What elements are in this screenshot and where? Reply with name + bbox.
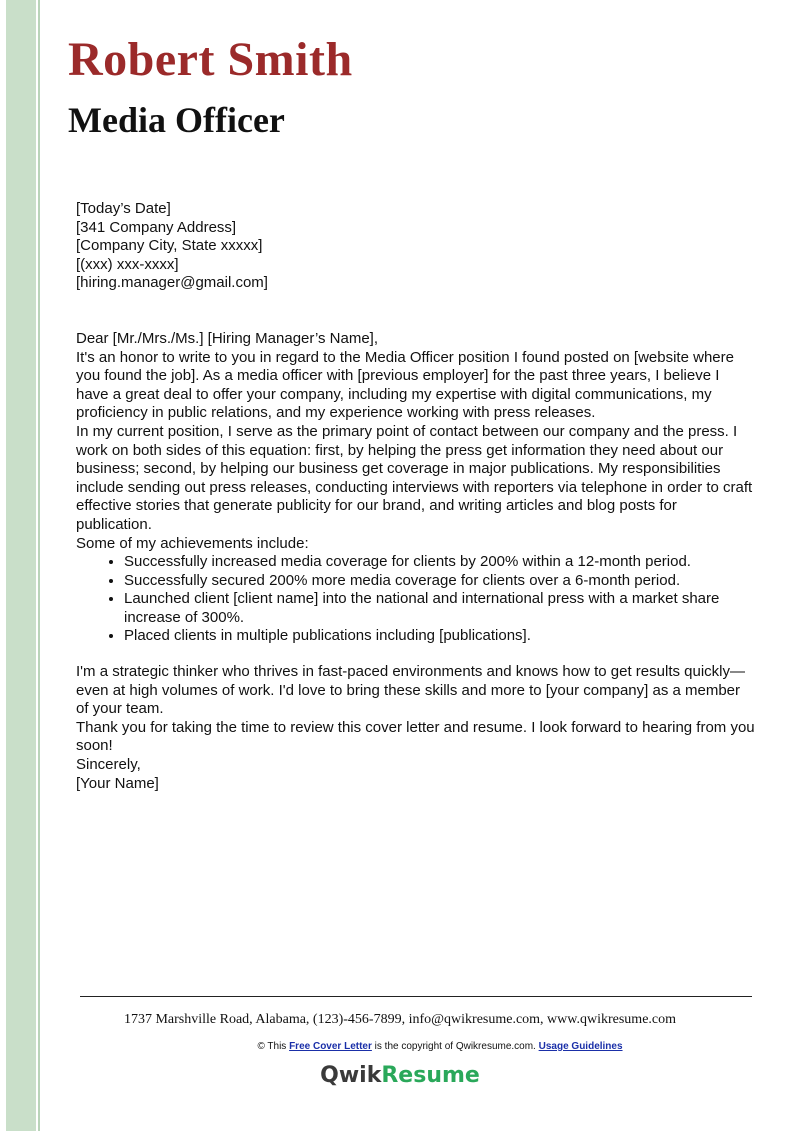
side-stripe-band [6,0,36,1131]
letter-body [76,200,756,793]
paragraph-strategic: I'm a strategic thinker who thrives in fast-paced environments and knows how to get results quickly—even at high volumes of work. I'd love to bring these skills and more to [your company] as a member of your team. [76,663,746,718]
logo-qwik: Qwik [320,1063,382,1088]
free-cover-letter-link[interactable]: Free Cover Letter [289,1041,372,1052]
salutation: Dear [Mr./Mrs./Ms.] [Hiring Manager’s Name], [76,329,379,347]
sign-off [76,756,756,793]
recipient-address [76,219,756,293]
copyright-notice [0,1041,800,1052]
copyright-prefix: © This [257,1041,287,1052]
job-title: Media Officer [68,100,285,140]
applicant-name: Robert Smith [68,33,353,86]
achievement-item: • Successfully secured 200% more media coverage for clients over a 6-month period. [124,572,756,591]
letter-date: [Today’s Date] [76,200,171,217]
paragraph-thanks: Thank you for taking the time to review this cover letter and resume. I look forward to hearing from you soon! [76,718,755,755]
logo-resume: Resume [381,1063,480,1088]
qwikresume-logo[interactable] [0,1063,800,1088]
paragraph-current-position: In my current position, I serve as the primary point of contact between our company and the press. I work on both sides of this equation: first, by helping the press get information they need about our business; second, by helping our business get coverage in major publications. My responsibilities include sending out press releases, conducting interviews with reporters via telephone in order to craft effective stories that generate publicity for our brand, and writing articles and blog posts for publication. [76,422,753,533]
address-line: [Company City, State xxxxx] [76,237,263,255]
address-line: [(xxx) xxx-xxxx] [76,255,179,273]
address-line: [341 Company Address] [76,218,237,236]
closing: Sincerely, [76,756,141,774]
achievement-item: • Placed clients in multiple publications including [publications]. [124,627,756,646]
side-stripe-line [38,0,40,1131]
footer-address: 1737 Marshville Road, Alabama, (123)-456-7899, info@qwikresume.com, www.qwikresume.com [123,1012,677,1027]
signature: [Your Name] [76,774,159,792]
achievement-item: • Successfully increased media coverage for clients by 200% within a 12-month period. [124,553,756,572]
copyright-middle: is the copyright of Qwikresume.com. [374,1041,536,1052]
side-stripe [0,0,42,1131]
footer-divider [80,996,752,997]
usage-guidelines-link[interactable]: Usage Guidelines [538,1041,623,1052]
address-email: [hiring.manager@gmail.com] [76,274,268,292]
paragraph-intro: It's an honor to write to you in regard to the Media Officer position I found posted on [website where you found the job]. As a media officer with [previous employer] for the past three years, I believe I have a great deal to offer your company, including my expertise with digital communications, my proficiency in public relations, and my experience working with press releases. [76,348,734,422]
achievement-item: • Launched client [client name] into the national and international press with a market share increase of 300%. [124,590,756,627]
achievements-list [76,553,756,646]
achievements-intro: Some of my achievements include: [76,534,309,552]
